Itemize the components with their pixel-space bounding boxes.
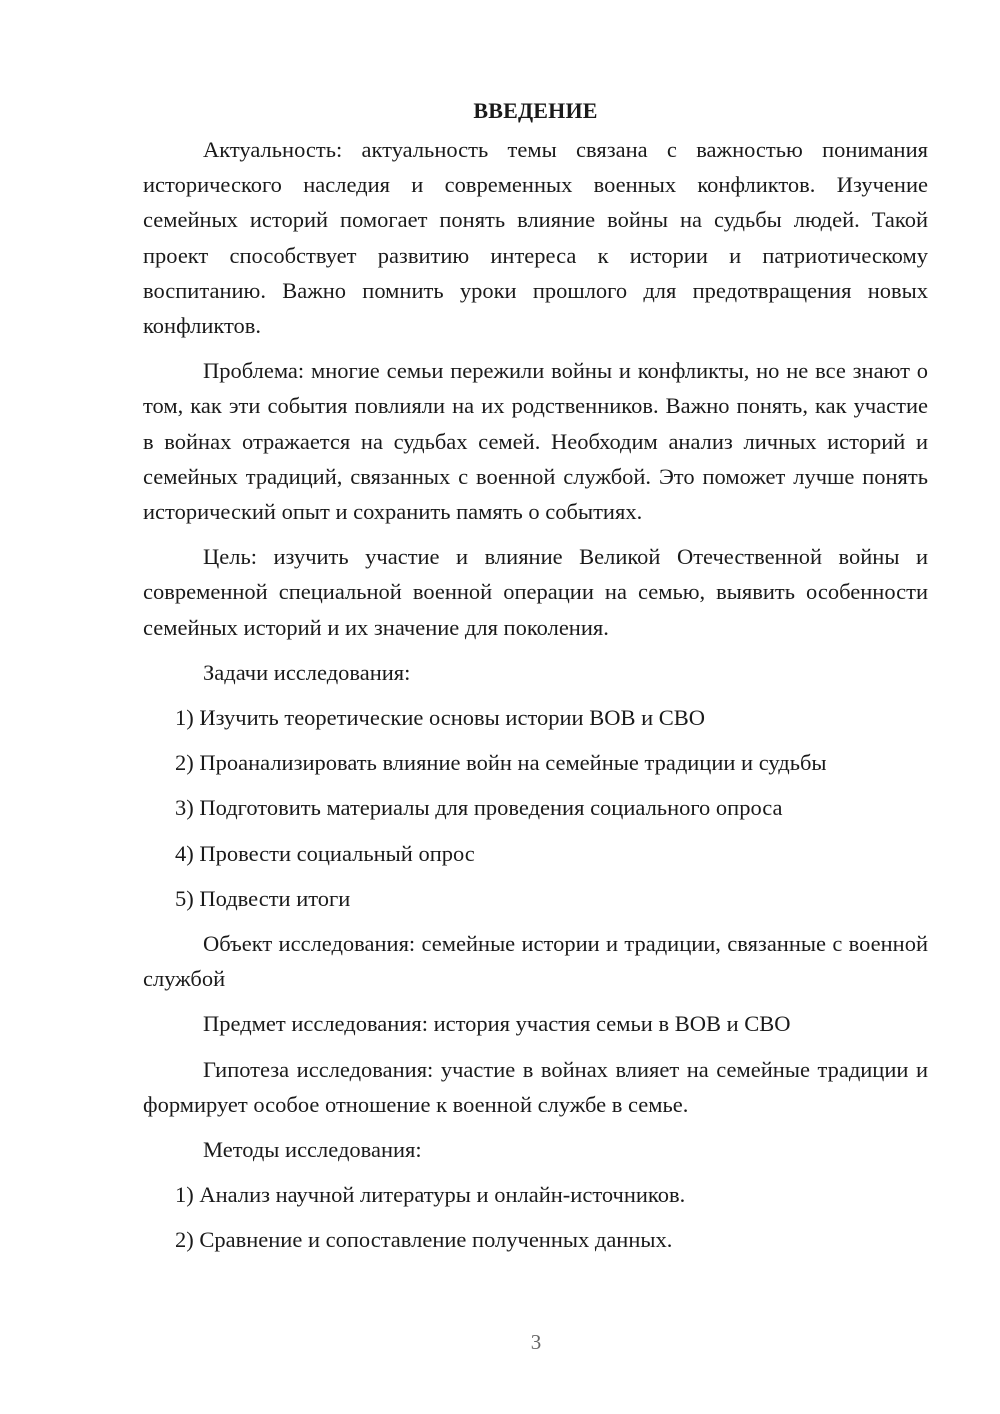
goal-paragraph: Цель: изучить участие и влияние Великой Отечественной войны и современной специальной военной операции на семью, выявить особенности семейных историй и их значение для поколения. (143, 544, 928, 640)
section-title: ВВЕДЕНИЕ (473, 98, 598, 123)
task-item: 5) Подвести итоги (175, 885, 351, 911)
task-item: 2) Проанализировать влияние войн на семейные традиции и судьбы (175, 750, 827, 776)
tasks-label: Задачи исследования: (203, 659, 411, 685)
problem-paragraph: Проблема: многие семьи пережили войны и конфликты, но не все знают о том, как эти события повлияли на их родственников. Важно понять, как участие в войнах отражается на судьбах семей. Необходим анализ личных историй и семейных традиций, связанных с военной службой. Это поможет лучше понять исторический опыт и сохранить память о событиях. (143, 358, 928, 525)
hypothesis-paragraph: Гипотеза исследования: участие в войнах влияет на семейные традиции и формирует особое отношение к военной службе в семье. (143, 1056, 928, 1117)
page-number: 3 (530, 1330, 542, 1354)
object-paragraph: Объект исследования: семейные истории и традиции, связанные с военной службой (143, 931, 928, 992)
task-item: 4) Провести социальный опрос (175, 840, 475, 866)
subject-paragraph: Предмет исследования: история участия семьи в ВОВ и СВО (203, 1011, 791, 1037)
task-item: 1) Изучить теоретические основы истории ВОВ и СВО (175, 705, 706, 731)
methods-label: Методы исследования: (203, 1137, 422, 1163)
document-page (143, 96, 928, 1268)
method-item: 2) Сравнение и сопоставление полученных данных. (175, 1227, 673, 1253)
relevance-paragraph: Актуальность: актуальность темы связана с важностью понимания исторического наследия и современных военных конфликтов. Изучение семейных историй помогает понять влияние войны на судьбы людей. Такой проект способствует развитию интереса к истории и патриотическому воспитанию. Важно помнить уроки прошлого для предотвращения новых конфликтов. (143, 137, 928, 339)
task-item: 3) Подготовить материалы для проведения социального опроса (175, 795, 783, 821)
method-item: 1) Анализ научной литературы и онлайн-источников. (175, 1182, 686, 1208)
